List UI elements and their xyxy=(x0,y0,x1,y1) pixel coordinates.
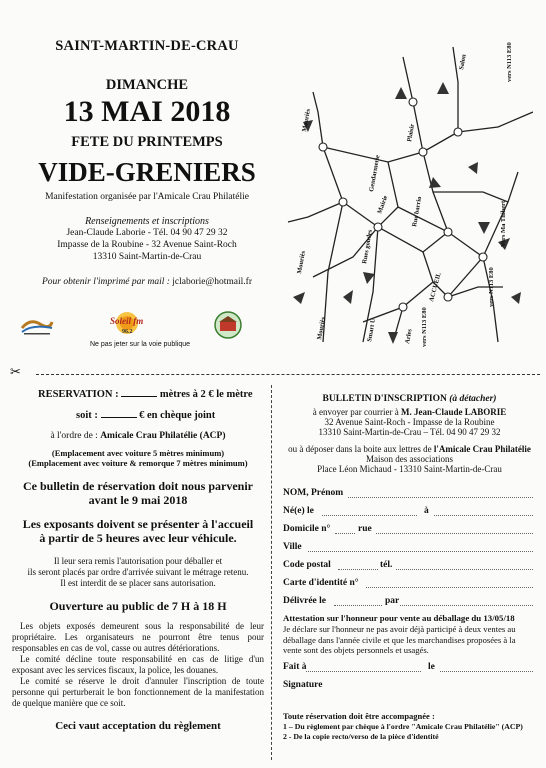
field-rue-input[interactable] xyxy=(376,533,533,534)
soleil-fm-frequency: 96.2 xyxy=(122,329,133,335)
send-recipient: M. Jean-Claude LABORIE xyxy=(400,407,507,417)
requirement-item: 2 - De la copie recto/verso de la pièce d'identité xyxy=(283,732,439,741)
city-title: SAINT-MARTIN-DE-CRAU xyxy=(55,38,239,54)
field-ne-input[interactable] xyxy=(322,515,417,516)
association-logo xyxy=(208,310,248,340)
vertical-cut-line xyxy=(271,385,272,760)
map-label-mairie: Mairie xyxy=(376,194,390,215)
field-ne-a-label: à xyxy=(424,506,429,516)
scissors-icon: ✂ xyxy=(10,365,21,380)
map-label-rue-barrio: Rue barrio xyxy=(411,196,424,228)
fait-label: Fait à xyxy=(283,662,307,672)
field-ville-label: Ville xyxy=(283,542,302,552)
drop-address: Place Léon Michaud - 13310 Saint-Martin-de-Crau xyxy=(317,464,502,474)
amount-input[interactable] xyxy=(101,409,137,418)
contact-line: Impasse de la Roubine - 32 Avenue Saint-Roch xyxy=(57,240,237,250)
opening-hours: Ouverture au public de 7 H à 18 H xyxy=(49,599,227,613)
field-par-label: par xyxy=(385,596,400,606)
soit-text: € en chèque joint xyxy=(139,410,216,421)
map-label-arles: Arles xyxy=(404,328,414,345)
field-ville-input[interactable] xyxy=(308,551,533,552)
event-title: VIDE-GRENIERS xyxy=(38,157,256,187)
field-domicile-input[interactable] xyxy=(335,533,355,534)
deadline-text: Ce bulletin de réservation doit nous parvenir xyxy=(23,479,253,493)
authorization-text: ils seront placés par ordre d'arrivée suivant le métrage retenu. xyxy=(27,567,249,577)
field-rue-label: rue xyxy=(358,524,372,534)
map-label-vers-top: vers N113 E80 xyxy=(506,42,513,82)
map-label-vers-left: vers N113 E80 xyxy=(421,307,428,347)
drop-line xyxy=(282,444,537,454)
authorization-text: Il leur sera remis l'autorisation pour déballer et xyxy=(53,556,223,566)
footer-note: Ne pas jeter sur la voie publique xyxy=(90,341,191,348)
form-title-note: (à détacher) xyxy=(449,394,497,404)
drop-intro: ou à déposer dans la boite aux lettres de xyxy=(288,444,432,454)
attestation-title: Attestation sur l'honneur pour vente au déballage du 13/05/18 xyxy=(283,613,515,623)
order-name: Amicale Crau Philatélie (ACP) xyxy=(100,431,226,441)
field-ne-label: Né(e) le xyxy=(283,506,314,516)
soleil-fm-name: Soleil fm xyxy=(110,316,144,326)
reservation-row xyxy=(38,388,264,400)
access-map xyxy=(283,42,533,350)
le-input[interactable] xyxy=(440,671,533,672)
requirement-item: 1 – Du règlement par chèque à l'ordre "Amicale Crau Philatélie" (ACP) xyxy=(283,722,523,731)
map-label-vers-bottom: vers N113 E80 xyxy=(488,267,495,307)
registration-form-header xyxy=(282,394,537,474)
acceptance-text: Ceci vaut acceptation du règlement xyxy=(55,720,221,732)
field-tel-label: tél. xyxy=(380,560,393,570)
authorization-text: Il est interdit de se placer sans autorisation. xyxy=(60,578,216,588)
day-title: DIMANCHE xyxy=(105,77,189,93)
send-intro: à envoyer par courrier à xyxy=(312,407,399,417)
soit-label: soit : xyxy=(76,410,98,421)
form-title: BULLETIN D'INSCRIPTION xyxy=(322,394,447,404)
map-label-gendarmerie: Gendarmerie xyxy=(368,154,382,193)
field-tel-input[interactable] xyxy=(396,569,533,570)
send-address: 32 Avenue Saint-Roch - Impasse de la Roubine xyxy=(324,417,495,427)
rule-text: Le comité se réserve le droit d'annuler l'inscription de toute personne qui perturberait le bon fonctionnement de la manifestation de quelque manière que ce soit. xyxy=(12,676,264,708)
field-carte-input[interactable] xyxy=(366,587,533,588)
meters-input[interactable] xyxy=(121,388,157,397)
field-cp-label: Code postal xyxy=(283,560,331,570)
mail-line xyxy=(18,277,276,287)
map-label-vers-thibert: Vers Ma Thibert xyxy=(500,200,507,247)
le-label: le xyxy=(428,662,435,672)
map-label-rues-goudes: Rues goudes xyxy=(361,229,374,265)
drop-recipient: l'Amicale Crau Philatélie xyxy=(433,444,531,454)
map-label-mouries-mid: Mouriès xyxy=(296,250,307,275)
rule-text: Le comité décline toute responsabilité en cas de litige d'un exposant avec les services fiscaux, la police, les douanes. xyxy=(12,654,264,675)
contact-line: 13310 Saint-Martin-de-Crau xyxy=(92,252,202,262)
organizer-text: Manifestation organisée par l'Amicale Crau Philatélie xyxy=(45,192,249,202)
drop-place: Maison des associations xyxy=(366,454,453,464)
town-logo xyxy=(20,314,54,336)
rule-text: Les objets exposés demeurent sous la responsabilité de leur propriétaire. Les organisateurs ne pourront être tenus pour responsables en cas de vol, casse ou autres détériorations. xyxy=(12,621,264,653)
map-label-accueil: ACCUEIL xyxy=(428,271,443,303)
send-line xyxy=(282,407,537,417)
signature-label: Signature xyxy=(283,680,323,690)
field-nom-label: NOM, Prénom xyxy=(283,488,344,498)
reservation-rate: mètres à 2 € le mètre xyxy=(159,389,253,400)
info-title: Renseignements et inscriptions xyxy=(85,216,209,227)
field-cp-input[interactable] xyxy=(338,569,378,570)
mail-address[interactable]: jclaborie@hotmail.fr xyxy=(172,277,252,287)
emplacement-note: (Emplacement avec voiture 5 mètres minimum) xyxy=(51,448,225,458)
reservation-section xyxy=(12,388,264,733)
map-label-mouries-low: Mouriès xyxy=(316,316,327,341)
field-par-input[interactable] xyxy=(400,605,533,606)
fete-title: FETE DU PRINTEMPS xyxy=(71,134,223,150)
cut-line xyxy=(10,365,540,380)
requirements-title: Toute réservation doit être accompagnée : xyxy=(283,711,435,721)
poster-header xyxy=(18,38,276,287)
contact-line: Jean-Claude Laborie - Tél. 04 90 47 29 32 xyxy=(66,228,228,238)
field-carte-label: Carte d'identité n° xyxy=(283,578,359,588)
date-title: 13 MAI 2018 xyxy=(63,95,231,128)
reservation-label: RESERVATION : xyxy=(38,389,119,400)
exposants-text: Les exposants doivent se présenter à l'accueil xyxy=(22,517,254,531)
send-city: 13310 Saint-Martin-de-Crau – Tél. 04 90 47 29 32 xyxy=(318,427,501,437)
emplacement-note: (Emplacement avec voiture & remorque 7 mètres minimum) xyxy=(28,458,248,468)
map-label-plaisir: Plaisir xyxy=(406,123,417,143)
order-line xyxy=(12,431,264,441)
cut-dash xyxy=(36,374,540,375)
map-label-salon: Salon xyxy=(458,53,468,71)
sponsor-logos xyxy=(20,310,270,350)
field-delivree-label: Délivrée le xyxy=(283,596,326,606)
fait-input[interactable] xyxy=(306,671,421,672)
order-label: à l'ordre de : xyxy=(50,431,98,441)
map-drawing xyxy=(283,42,533,350)
field-delivree-input[interactable] xyxy=(334,605,382,606)
mail-intro: Pour obtenir l'imprimé par mail : xyxy=(42,277,170,287)
field-nom-input[interactable] xyxy=(348,497,533,498)
exposants-text: à partir de 5 heures avec leur véhicule. xyxy=(39,531,237,545)
map-label-smart: Smart U xyxy=(366,317,378,343)
attestation-text: Je déclare sur l'honneur ne pas avoir déjà participé à deux ventes au déballage dans l'année civile et que les marchandises proposées à la vente sont des objets personnels et usagés. xyxy=(283,624,516,655)
form-title-line xyxy=(282,394,537,404)
total-row xyxy=(76,409,264,421)
soleil-fm-logo xyxy=(108,310,146,340)
field-ne-a-input[interactable] xyxy=(434,515,533,516)
map-label-mouries-top: Mouriès xyxy=(301,108,312,133)
deadline-date: avant le 9 mai 2018 xyxy=(88,493,188,507)
field-domicile-label: Domicile n° xyxy=(283,524,331,534)
